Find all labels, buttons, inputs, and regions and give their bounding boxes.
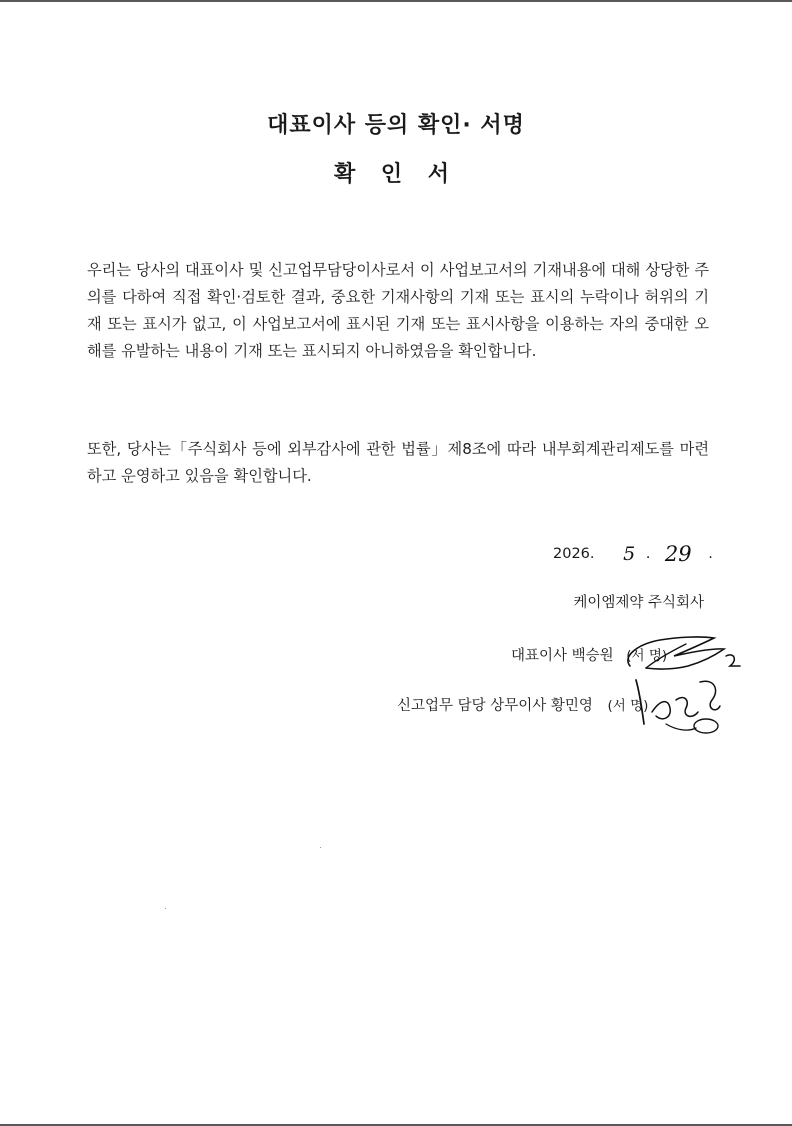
signatory-officer-seal-text: (서 명) [607,698,649,714]
document-title: 대표이사 등의 확인· 서명 [267,113,525,138]
officer-signature-icon [626,670,726,738]
signatory-ceo-name: 대표이사 백승원 [511,648,614,664]
document-subtitle: 확 인 서 [333,162,459,187]
signatory-ceo-seal-text: (서 명) [626,648,668,664]
company-name: 케이엠제약 주식회사 [573,595,704,611]
date-year: 2026. [553,546,595,562]
internal-control-paragraph: 또한, 당사는「주식회사 등에 외부감사에 관한 법률」제8조에 따라 내부회계관리제도를 마련하고 운영하고 있음을 확인합니다. [87,440,709,485]
date-trailing-dot: . [708,546,713,562]
signatory-officer-name: 신고업무 담당 상무이사 황민영 [397,698,593,714]
scan-speck [320,847,321,848]
date-month-handwritten: 5 [623,543,636,565]
confirmation-paragraph: 우리는 당사의 대표이사 및 신고업무담당이사로서 이 사업보고서의 기재내용에 대해 상당한 주의를 다하여 직접 확인·검토한 결과, 중요한 기재사항의 기재 또는 표시의 누락이나 허위의 기재 또는 표시가 없고, 이 사업보고서에 표시된 기재 또는 표시사항을 이용하는 자의 중대한 오해를 유발하는 내용이 기재 또는 표시되지 아니하였음을 확인합니다. [87,261,709,360]
date-day-handwritten: 29 [664,542,692,566]
signing-date [553,541,713,567]
scan-speck [165,908,166,909]
date-separator: . [645,546,651,562]
signatory-disclosure-officer [397,693,648,719]
